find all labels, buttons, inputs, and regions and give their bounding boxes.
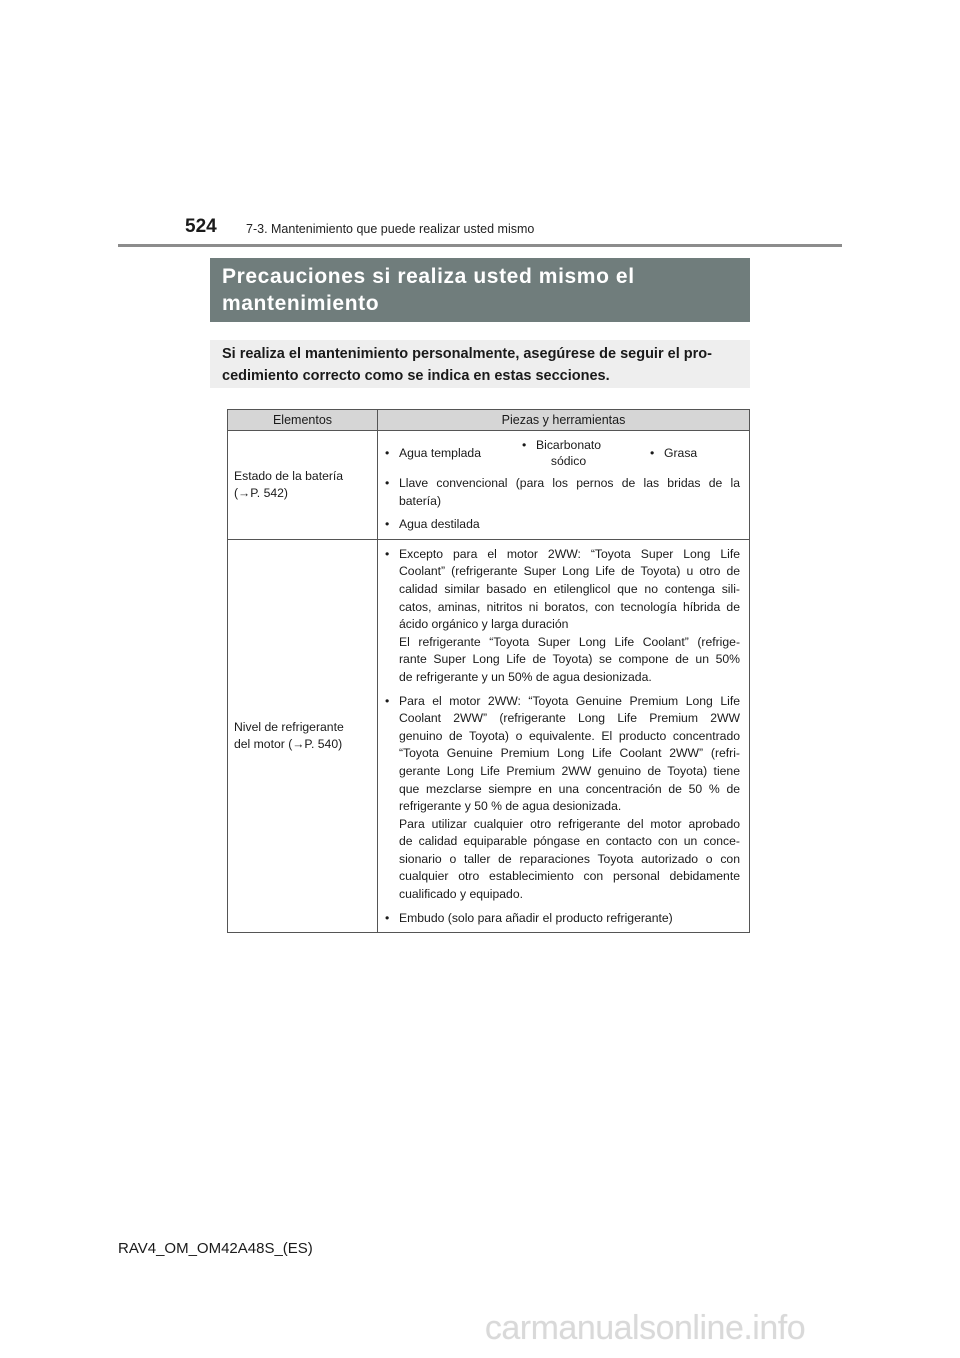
distilled-water-item	[384, 516, 740, 534]
parts-table	[227, 409, 750, 933]
bullet-icon: •	[650, 446, 655, 460]
wrench-line-2: batería)	[399, 493, 442, 508]
footer-code: RAV4_OM_OM42A48S_(ES)	[118, 1240, 313, 1257]
coolant-bullet-2-text	[399, 693, 740, 904]
section-title-line-1: Precauciones si realiza usted mismo el	[222, 265, 635, 288]
coolant-bullet-1-text	[399, 546, 740, 687]
wrench-line-1: Llave convencional (para los pernos de las bridas de la	[399, 476, 740, 490]
text-line: genuino de Toyota) o equivalente. El producto concentrado	[399, 728, 740, 743]
bullet-icon: •	[385, 546, 390, 561]
header-rule	[118, 244, 842, 247]
distilled-water: Agua destilada	[399, 517, 480, 532]
text-line: sionario o taller de reparaciones Toyota autorizado o con	[399, 851, 740, 866]
text-line: refrigerante y 50 % de agua desionizada.	[399, 799, 622, 814]
text-line: Para utilizar cualquier otro refrigerante del motor aprobado	[399, 816, 740, 831]
bullet-icon: •	[385, 693, 390, 708]
text-line: ácido orgánico y larga duración	[399, 617, 569, 632]
text-line: cualquier otro establecimiento con personal debidamente	[399, 869, 740, 884]
text-line: calidad similar basado en etilenglicol que no contenga sili-	[399, 581, 740, 596]
intro-line-1: Si realiza el mantenimiento personalmente, asegúrese de seguir el pro-	[222, 346, 712, 362]
bullet-icon: •	[522, 438, 527, 452]
section-title-box	[210, 258, 750, 322]
battery-parts-row	[384, 437, 740, 469]
battery-parts-cell	[378, 431, 750, 540]
coolant-item-line-1: Nivel de refrigerante	[234, 720, 344, 735]
text-line: de calidad equiparable póngase en contacto con un conce-	[399, 834, 740, 849]
coolant-bullet-2	[384, 693, 740, 904]
intro-line-2: cedimiento correcto como se indica en estas secciones.	[222, 368, 610, 384]
battery-item-line-2: (→P. 542)	[234, 485, 288, 500]
text-line: de refrigerante y un 50% de agua desionizada.	[399, 669, 652, 684]
watermark-text: carmanualsonline.info	[484, 1308, 806, 1347]
bicarb-line-1: Bicarbonato	[536, 438, 602, 452]
wrench-item	[384, 475, 740, 510]
table-row-battery	[228, 431, 750, 540]
table-row-coolant	[228, 539, 750, 932]
section-title-line-2: mantenimiento	[222, 292, 380, 315]
page-number: 524	[185, 216, 217, 237]
bullet-icon: •	[385, 517, 390, 532]
watermark	[0, 1298, 960, 1358]
text-line: Coolant 2WW” (refrigerante Long Life Premium 2WW	[399, 711, 740, 726]
grease: Grasa	[664, 446, 698, 460]
table-header-row	[228, 410, 750, 431]
coolant-bullet-3	[384, 910, 740, 928]
text-line: Excepto para el motor 2WW: “Toyota Super Long Life	[399, 546, 740, 561]
text-line: cualificado y equipado.	[399, 887, 523, 902]
text-line: “Toyota Genuine Premium Long Life Coolant 2WW” (refri-	[399, 746, 740, 761]
bullet-icon: •	[385, 476, 390, 490]
coolant-bullet-1	[384, 546, 740, 687]
section-header: 7-3. Mantenimiento que puede realizar usted mismo	[246, 222, 535, 236]
header-items: Elementos	[228, 410, 378, 431]
coolant-parts-cell	[378, 539, 750, 932]
bicarb-line-2: sódico	[550, 454, 587, 468]
battery-item-cell	[228, 431, 378, 540]
bullet-icon: •	[385, 446, 390, 460]
text-line: Para el motor 2WW: “Toyota Genuine Premium Long Life	[399, 693, 740, 708]
text-line: gerante Long Life Premium 2WW genuino de Toyota) tiene	[399, 763, 740, 778]
intro-box	[210, 340, 750, 388]
text-line: catos, aminas, nitritos ni boratos, con tecnología híbrida de	[399, 599, 740, 614]
battery-item-line-1: Estado de la batería	[234, 468, 344, 483]
coolant-item-line-2: del motor (→P. 540)	[234, 737, 343, 752]
text-line: El refrigerante “Toyota Super Long Life Coolant” (refrige-	[399, 634, 740, 649]
text-line: Coolant” (refrigerante Super Long Life de Toyota) u otro de	[399, 564, 740, 579]
text-line: rante Super Long Life de Toyota) se compone de un 50%	[399, 652, 740, 667]
funnel-text: Embudo (solo para añadir el producto refrigerante)	[399, 910, 673, 925]
text-line: que mezclarse siempre en una concentración de 50 % de	[399, 781, 740, 796]
coolant-item-cell	[228, 539, 378, 932]
bullet-icon: •	[385, 910, 390, 925]
header-parts: Piezas y herramientas	[378, 410, 750, 431]
warm-water: Agua templada	[399, 446, 481, 460]
